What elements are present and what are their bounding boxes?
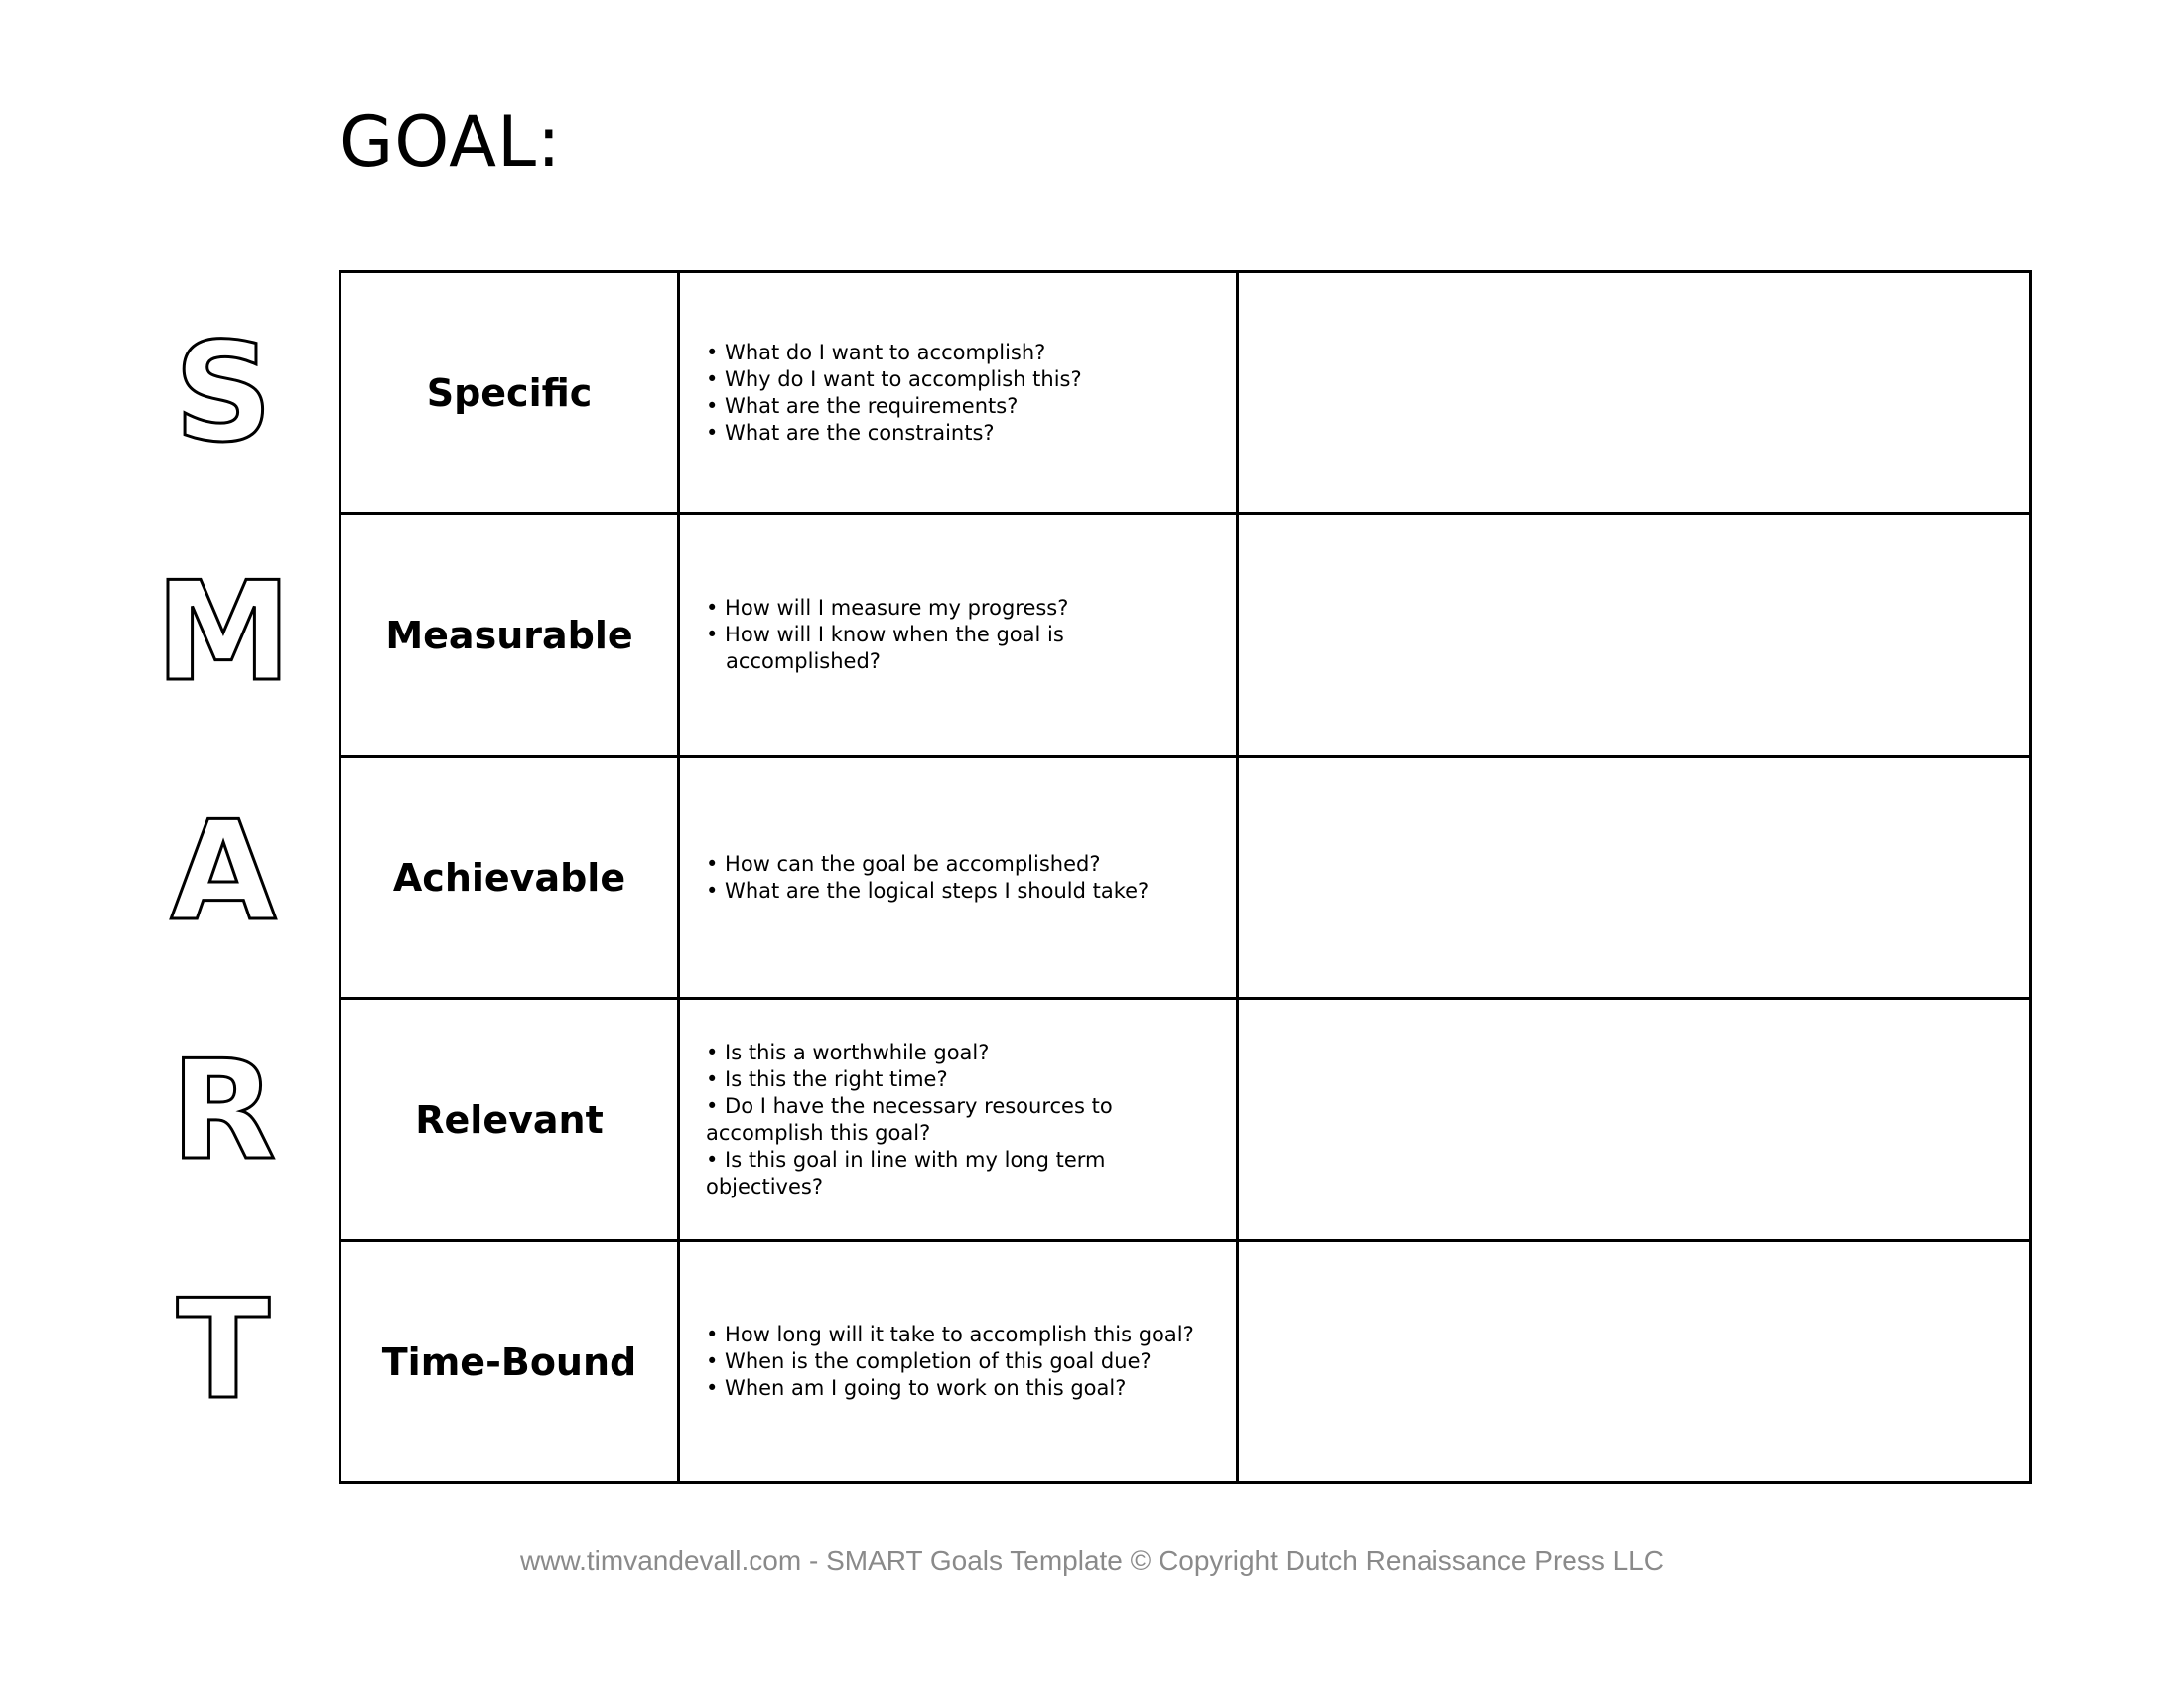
question: • How will I know when the goal is [706, 623, 1064, 646]
svg-text:R: R [170, 1033, 277, 1183]
letter-s [149, 270, 298, 509]
table-row-measurable [341, 514, 2031, 757]
question: • When am I going to work on this goal? [706, 1376, 1127, 1400]
answer-field-time-bound[interactable] [1238, 1241, 2031, 1483]
question: • How can the goal be accomplished? [706, 851, 1101, 876]
question: • Is this a worthwhile goal? [706, 1040, 990, 1064]
question: accomplished? [706, 649, 881, 673]
question: • What are the requirements? [706, 393, 1019, 418]
svg-text:T: T [176, 1272, 271, 1422]
question: • What are the constraints? [706, 420, 995, 445]
smart-goals-table [339, 270, 2032, 1484]
question: • How long will it take to accomplish this goal? [706, 1323, 1194, 1346]
criterion-relevant: Relevant [341, 999, 679, 1241]
smart-acronym [149, 270, 298, 1468]
questions-time-bound [679, 1241, 1238, 1483]
question: • What are the logical steps I should take? [706, 878, 1150, 903]
question: • Is this goal in line with my long term [706, 1147, 1106, 1172]
svg-text:A: A [170, 793, 277, 943]
question: • Why do I want to accomplish this? [706, 366, 1082, 391]
table-row-achievable [341, 757, 2031, 999]
questions-achievable [679, 757, 1238, 999]
question: • Do I have the necessary resources to [706, 1093, 1113, 1118]
goal-label: GOAL: [340, 101, 562, 183]
criterion-measurable: Measurable [341, 514, 679, 757]
question: • What do I want to accomplish? [706, 340, 1046, 364]
question: accomplish this goal? [706, 1120, 931, 1145]
answer-field-achievable[interactable] [1238, 757, 2031, 999]
answer-field-specific[interactable] [1238, 272, 2031, 514]
letter-m [149, 509, 298, 749]
questions-relevant [679, 999, 1238, 1241]
svg-text:M: M [155, 554, 292, 704]
criterion-specific: Specific [341, 272, 679, 514]
letter-r [149, 988, 298, 1227]
copyright-footer: www.timvandevall.com - SMART Goals Template © Copyright Dutch Renaissance Press LLC [520, 1545, 1664, 1576]
svg-text:S: S [174, 315, 273, 465]
questions-measurable [679, 514, 1238, 757]
questions-specific [679, 272, 1238, 514]
answer-field-relevant[interactable] [1238, 999, 2031, 1241]
question: • How will I measure my progress? [706, 596, 1069, 620]
criterion-achievable: Achievable [341, 757, 679, 999]
table-row-specific [341, 272, 2031, 514]
question: • When is the completion of this goal due? [706, 1349, 1152, 1373]
question: objectives? [706, 1174, 823, 1198]
answer-field-measurable[interactable] [1238, 514, 2031, 757]
letter-a [149, 749, 298, 988]
criterion-time-bound: Time-Bound [341, 1241, 679, 1483]
question: • Is this the right time? [706, 1066, 948, 1091]
letter-t [149, 1227, 298, 1467]
table-row-time-bound [341, 1241, 2031, 1483]
table-row-relevant [341, 999, 2031, 1241]
